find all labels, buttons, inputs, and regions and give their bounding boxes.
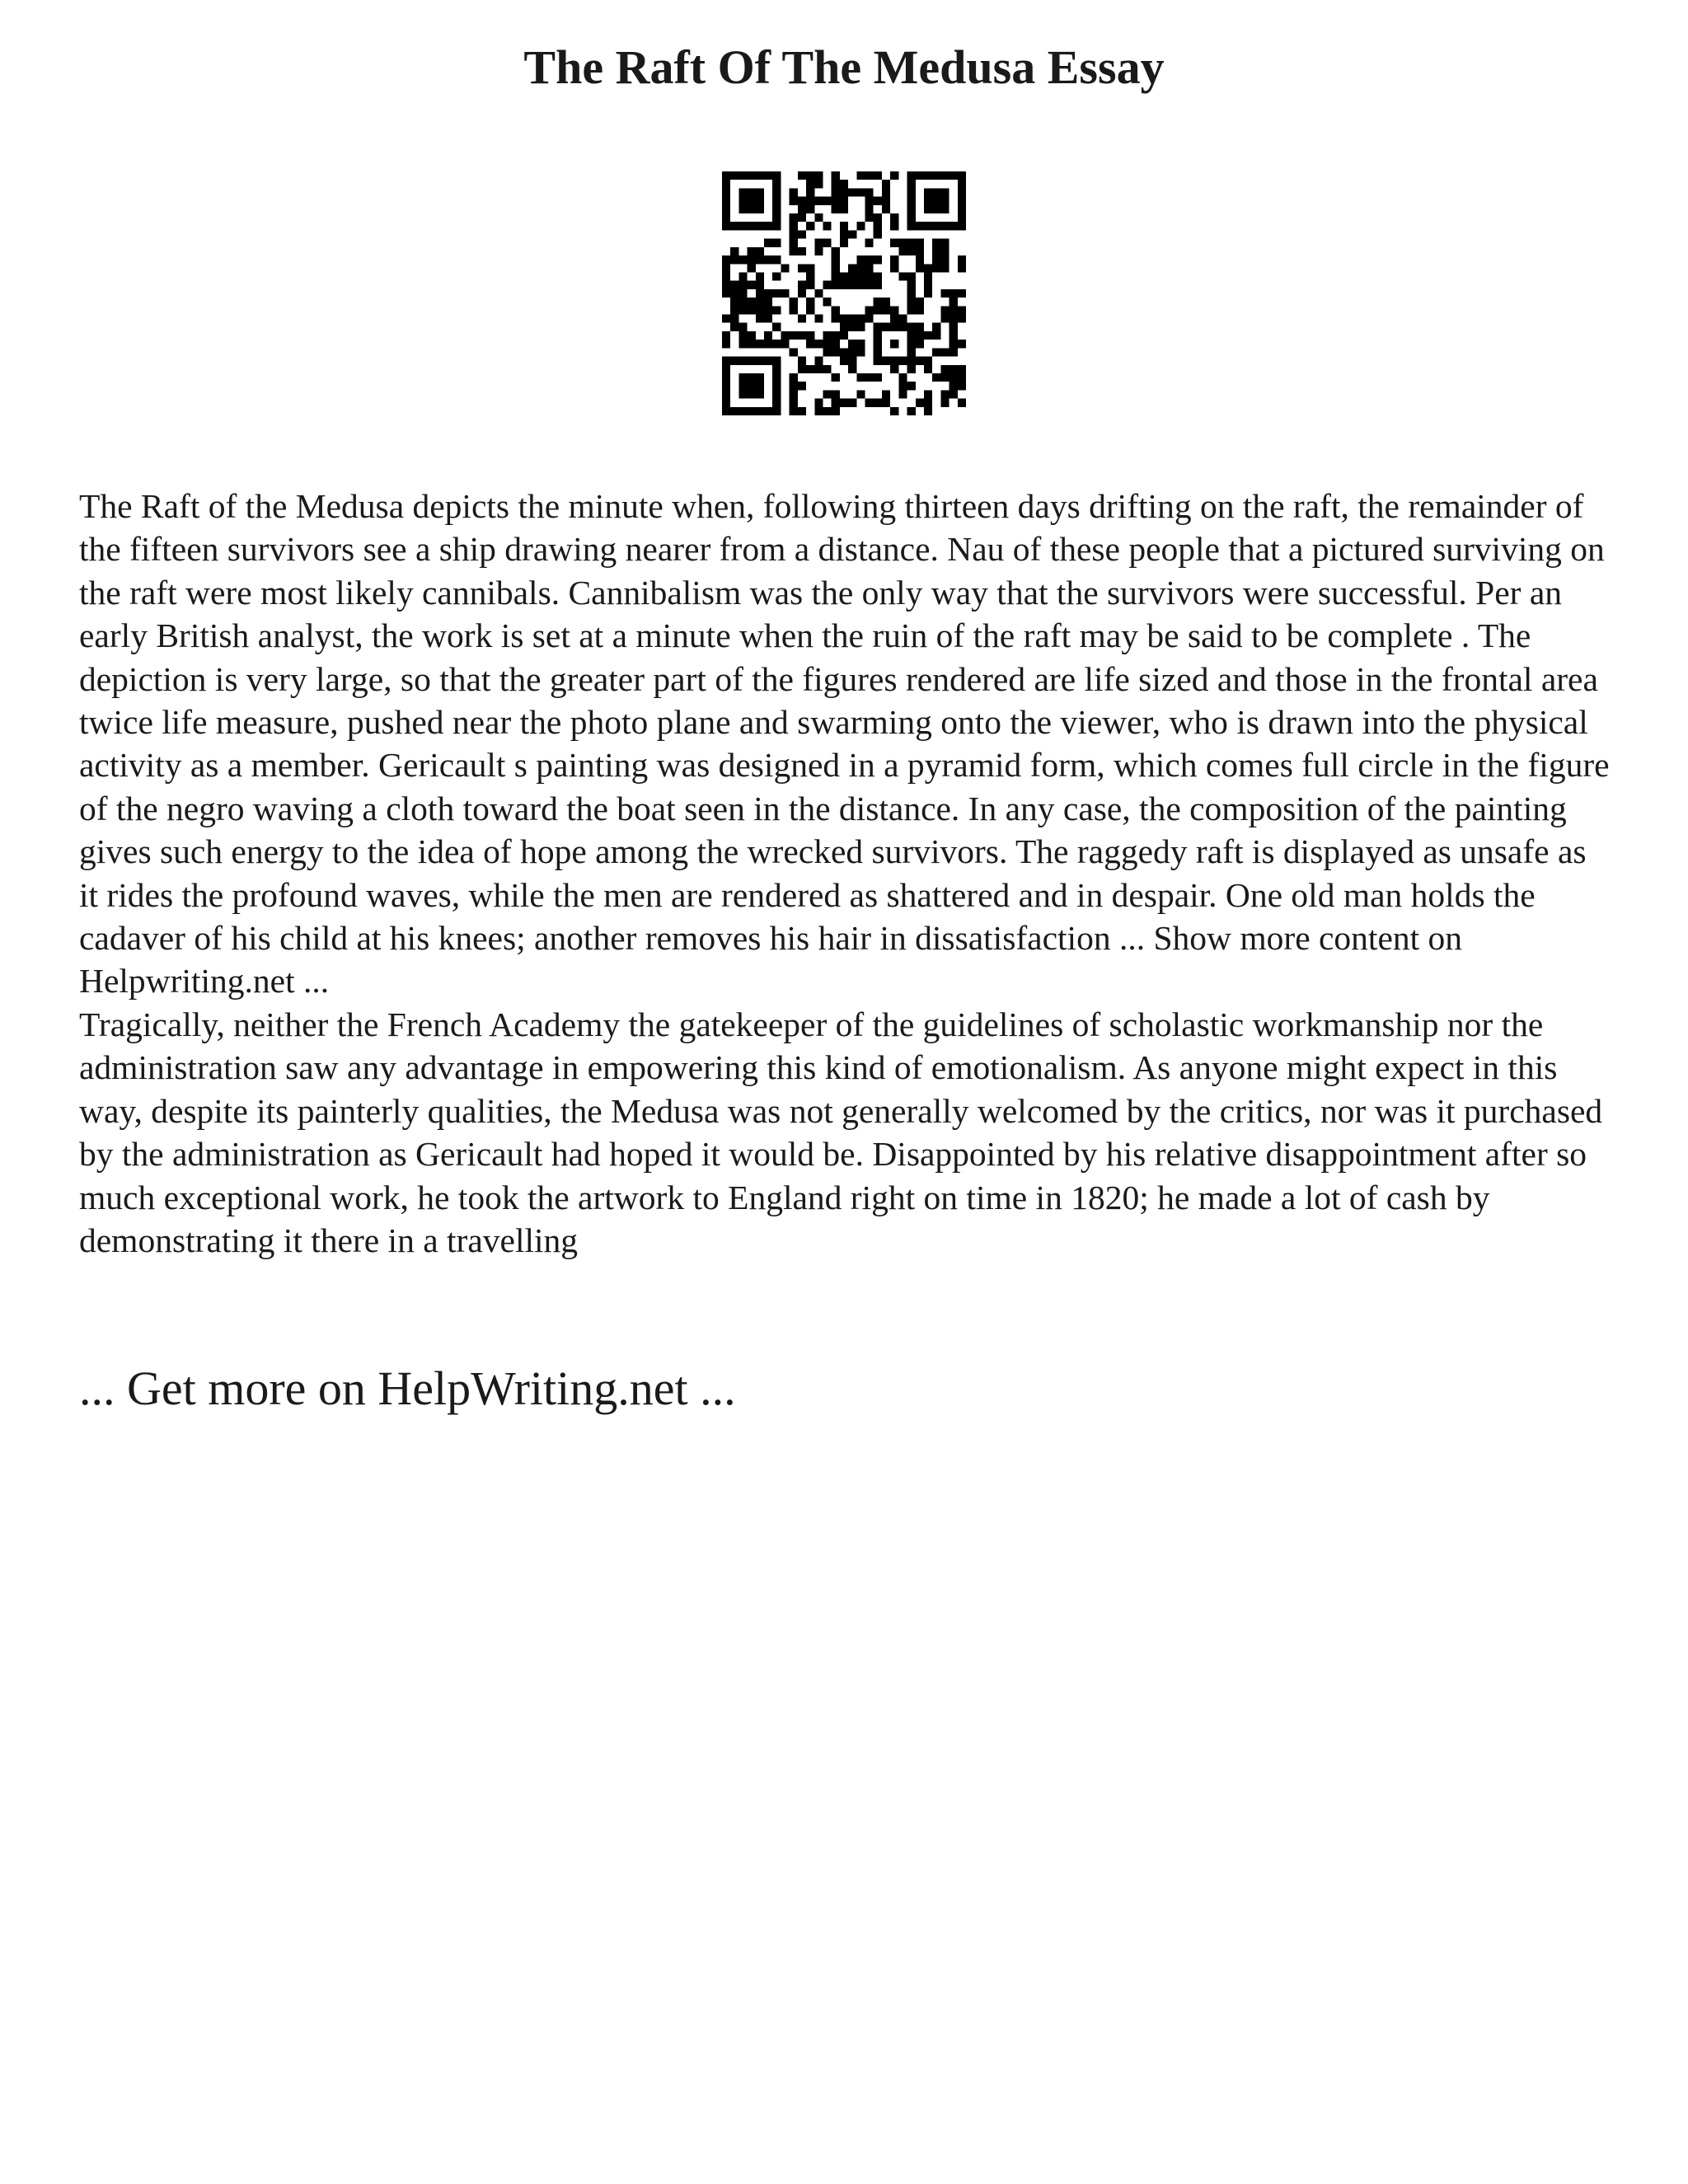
qr-code-icon — [722, 171, 966, 415]
essay-paragraph-2: Tragically, neither the French Academy the gatekeeper of the guidelines of scholastic workmanship nor the administration saw any advantage in empowering this kind of emotionalism. As anyone might expect in this way, despite its painterly qualities, the Medusa was not generally welcomed by the critics, nor was it purchased by the administration as Gericault had hoped it would be. Disappointed by his relative disappointment after so much exceptional work, he took the artwork to England right on time in 1820; he made a lot of cash by demonstrating it there in a travelling — [79, 1005, 1603, 1259]
essay-body — [79, 485, 1612, 1262]
page-title: The Raft Of The Medusa Essay — [523, 40, 1165, 94]
get-more-link[interactable]: ... Get more on HelpWriting.net ... — [79, 1361, 736, 1415]
essay-paragraph-1: The Raft of the Medusa depicts the minute when, following thirteen days drifting on the raft, the remainder of the fifteen survivors see a ship drawing nearer from a distance. Nau of these people that a pictured surviving on the raft were most likely cannibals. Cannibalism was the only way that the survivors were successful. Per an early British analyst, the work is set at a minute when the ruin of the raft may be said to be complete . The depiction is very large, so that the greater part of the figures rendered are life sized and those in the frontal area twice life measure, pushed near the photo plane and swarming onto the viewer, who is drawn into the physical activity as a member. Gericault s painting was designed in a pyramid form, which comes full circle in the figure of the negro waving a cloth toward the boat seen in the distance. In any case, the composition of the painting gives such energy to the idea of hope among the wrecked survivors. The raggedy raft is displayed as unsafe as it rides the profound waves, while the men are rendered as shattered and in despair. One old man holds the cadaver of his child at his knees; another removes his hair in dissatisfaction ... Show more content on Helpwriting.net ... — [79, 487, 1610, 1001]
